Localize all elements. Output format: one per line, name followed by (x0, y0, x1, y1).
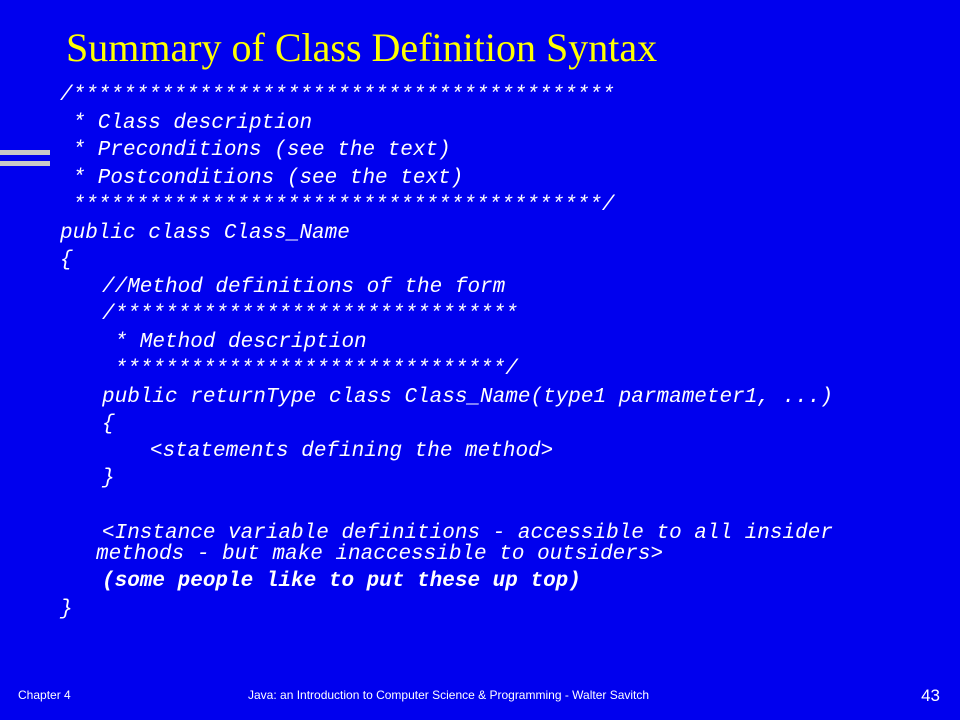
bullet-bar-top (0, 150, 50, 155)
code-line: * Method description (102, 331, 367, 354)
code-line: { (102, 413, 115, 436)
code-line: ******************************************/ (60, 194, 615, 217)
code-line: methods - but make inaccessible to outsiders> (96, 543, 664, 566)
code-line: * Class description (60, 112, 313, 135)
code-line: (some people like to put these up top) (102, 570, 581, 593)
code-line: * Preconditions (see the text) (60, 139, 451, 162)
code-line: *******************************/ (102, 358, 518, 381)
footer-book: Java: an Introduction to Computer Science & Programming - Walter Savitch (248, 688, 650, 702)
bullet-bar-bottom (0, 161, 50, 166)
slide-title: Summary of Class Definition Syntax (66, 25, 658, 70)
code-line: <Instance variable definitions - accessible to all insider (102, 522, 833, 545)
code-line: /******************************** (102, 303, 518, 326)
code-line: <statements defining the method> (150, 440, 554, 463)
code-line: } (60, 598, 73, 621)
code-line: public returnType class Class_Name(type1 parmameter1, ...) (102, 386, 833, 409)
footer-chapter: Chapter 4 (18, 688, 71, 702)
page-number: 43 (921, 686, 940, 705)
code-line: } (102, 467, 115, 490)
code-line: /******************************************* (60, 84, 615, 107)
code-line: //Method definitions of the form (102, 276, 506, 299)
code-line: * Postconditions (see the text) (60, 167, 464, 190)
code-line: { (60, 249, 73, 272)
code-line: public class Class_Name (60, 222, 350, 245)
